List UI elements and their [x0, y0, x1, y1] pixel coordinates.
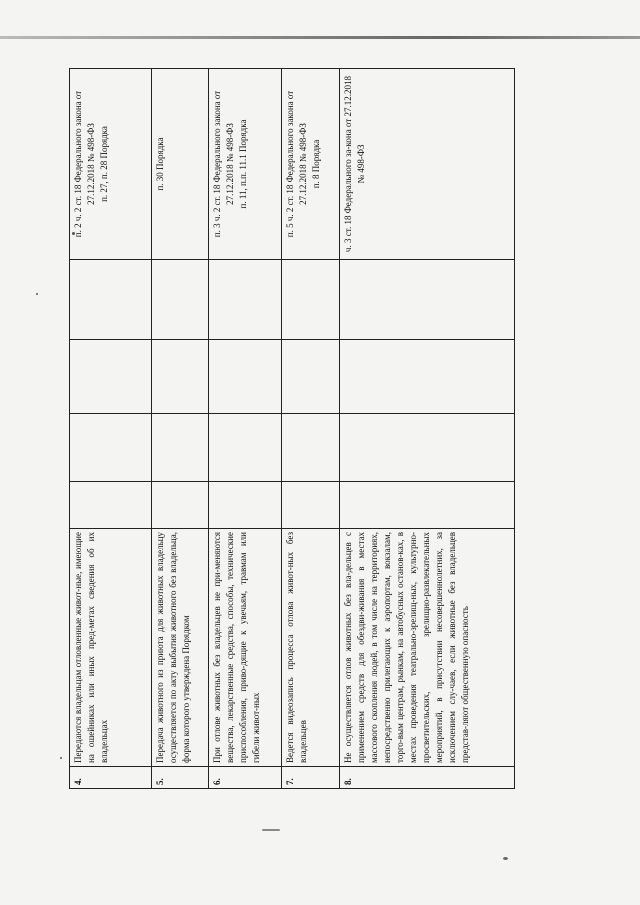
- empty-cell: [70, 482, 152, 529]
- legal-reference: [340, 69, 515, 260]
- row-number: 4.: [70, 767, 152, 789]
- legal-reference: [209, 69, 282, 260]
- scan-speck: [503, 857, 508, 860]
- empty-cell: [152, 414, 209, 482]
- empty-cell: [209, 414, 282, 482]
- law-reference-line: п. 3 ч. 2 ст. 18 Федерального закона от 27.12.2018 № 498-ФЗ: [212, 90, 236, 238]
- scan-speck: [60, 757, 62, 759]
- empty-cell: [340, 260, 515, 340]
- empty-cell: [209, 260, 282, 340]
- law-reference-line: п. 27, п. 28 Порядка: [99, 126, 110, 202]
- law-reference-line: п. 2 ч. 2 ст. 18 Федерального закона от 27.12.2018 № 498-ФЗ: [73, 90, 97, 238]
- requirement-text: Передача животного из приюта для животных владельцу осуществляется по акту выбытия животного без владельца, форма которого утверждена Порядком: [152, 529, 209, 767]
- legal-reference: [70, 69, 152, 260]
- empty-cell: [282, 340, 340, 414]
- empty-cell: [340, 414, 515, 482]
- legal-reference: [152, 69, 209, 260]
- requirement-text: Передаются владельцам отловленные живот-ные, имеющие на ошейниках или иных пред-метах сведения об их владельцах: [70, 529, 152, 767]
- empty-cell: [340, 482, 515, 529]
- empty-cell: [70, 414, 152, 482]
- legal-reference: [282, 69, 340, 260]
- row-number: 7.: [282, 767, 340, 789]
- row-number: 8.: [340, 767, 515, 789]
- scan-speck: [262, 829, 280, 831]
- row-number: 5.: [152, 767, 209, 789]
- empty-cell: [152, 260, 209, 340]
- table-row: [152, 69, 209, 789]
- table-row: [340, 69, 515, 789]
- requirement-text: При отлове животных без владельцев не при-меняются вещества, лекарственные средства, способы, технические приспособления, приво-дящие к увечьям, травмам или гибели живот-ных: [209, 529, 282, 767]
- table-row: [70, 69, 152, 789]
- empty-cell: [340, 340, 515, 414]
- requirements-table: [69, 68, 515, 789]
- empty-cell: [70, 260, 152, 340]
- requirement-text: Не осуществляется отлов животных без вла-дельцев с применением средств для обездви-живания в местах массового скопления людей, в том числе на территориях, непосредственно прилегающих к аэропортам, вокзалам, торго-вым центрам, рынкам, на автобусных останов-ках, в местах проведения театрально-зрелищ-ных, культурно-просветительских, зрелищно-развлекательных мероприятий, в присутствии несовершеннолетних, за исключением слу-чаев, если животные без владельцев представ-ляют общественную опасность: [340, 529, 515, 767]
- scan-edge-line: [0, 36, 640, 39]
- law-reference-line: п. 30 Порядка: [155, 137, 165, 191]
- law-reference-line: ч. 3 ст. 18 Федерального за-кона от 27.12.2018 № 498-ФЗ: [343, 75, 367, 253]
- empty-cell: [209, 482, 282, 529]
- row-number: 6.: [209, 767, 282, 789]
- empty-cell: [282, 482, 340, 529]
- table-row: [209, 69, 282, 789]
- rotated-page-content: [69, 69, 524, 789]
- law-reference-line: п. 11, п.п. 11.1 Порядка: [238, 119, 249, 209]
- law-reference-line: п. 8 Порядка: [311, 139, 322, 189]
- empty-cell: [152, 340, 209, 414]
- empty-cell: [282, 414, 340, 482]
- empty-cell: [209, 340, 282, 414]
- law-reference-line: п. 5 ч. 2 ст. 18 Федерального закона от 27.12.2018 № 498-ФЗ: [285, 90, 309, 238]
- table-row: [282, 69, 340, 789]
- scan-speck: [36, 293, 38, 295]
- empty-cell: [152, 482, 209, 529]
- empty-cell: [282, 260, 340, 340]
- requirement-text: Ведется видеозапись процесса отлова живот-ных без владельцев: [282, 529, 340, 767]
- empty-cell: [70, 340, 152, 414]
